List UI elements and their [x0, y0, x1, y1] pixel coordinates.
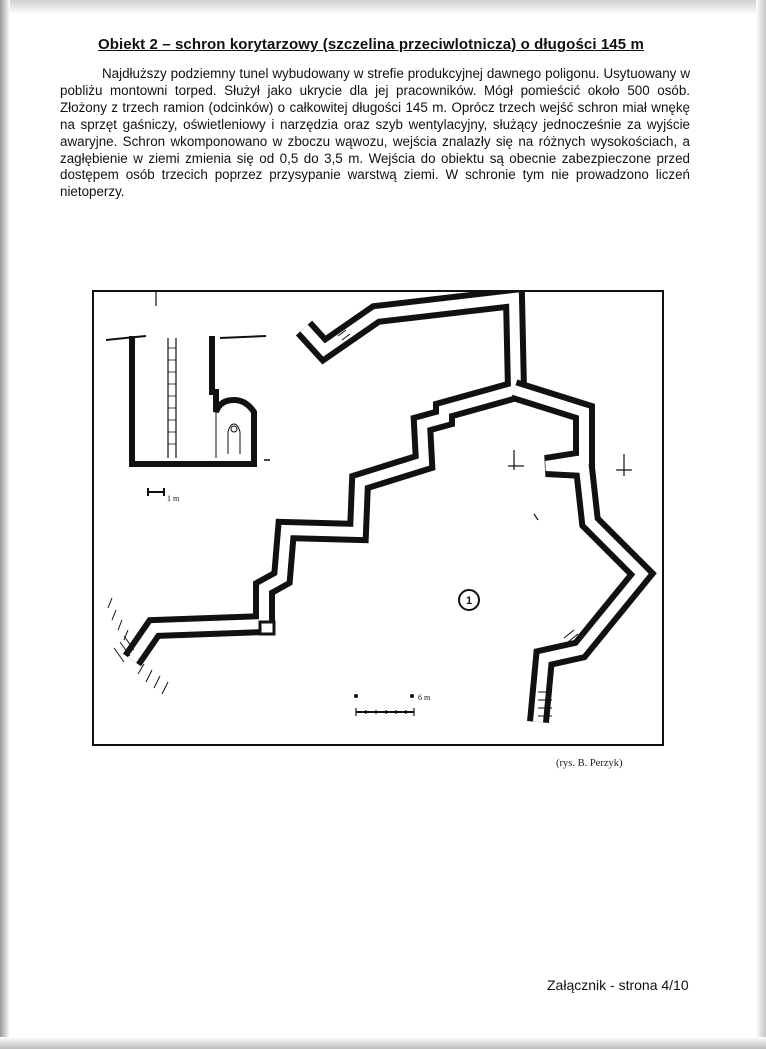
shelter-plan-figure [92, 290, 664, 746]
page-edge-top [0, 0, 766, 14]
page-edge-right [756, 0, 766, 1049]
document-heading: Obiekt 2 – schron korytarzowy (szczelina przeciwlotnicza) o długości 145 m [98, 36, 644, 53]
equipment-niche [260, 622, 274, 634]
tunnel-interior [132, 298, 516, 660]
tunnel-plan [132, 298, 642, 722]
page-edge-left [0, 0, 10, 1049]
cross-section-drawing [106, 292, 270, 464]
page-footer: Załącznik - strona 4/10 [547, 977, 689, 993]
section-scale-label: 1 m [167, 494, 180, 503]
shelter-plan-drawing [94, 292, 662, 744]
plan-marker-label: 1 [465, 595, 473, 607]
page-edge-bottom [0, 1037, 766, 1049]
document-paragraph: Najdłuższy podziemny tunel wybudowany w strefie produkcyjnej dawnego poligonu. Usytuowany w pobliżu montowni torped. Służył jako ukrycie dla jej pracowników. Mógł pomieścić około 500 osób. Złożony z trzech ramion (odcinków) o całkowitej długości 145 m. Oprócz trzech wejść schron miał wnękę na sprzęt gaśniczy, oświetleniowy i narzędzia oraz szyb wentylacyjny, służący jednocześnie za wyjście awaryjne. Schron wkomponowano w zboczu wąwozu, wejścia znalazły się na różnych wysokościach, a zagłębienie w ziemi zmienia się od 0,5 do 3,5 m. Wejścia do obiektu są obecnie zabezpieczone przed dostępem osób trzecich poprzez przysypanie warstwą ziemi. W schronie tym nie prowadzono liczeń nietoperzy. [60, 66, 690, 200]
section-scale-bar [148, 488, 164, 496]
figure-caption: (rys. B. Perzyk) [556, 758, 623, 769]
plan-scale-label: 6 m [418, 693, 431, 702]
plan-scale-bar [355, 695, 415, 717]
plan-marker-1 [459, 590, 479, 610]
